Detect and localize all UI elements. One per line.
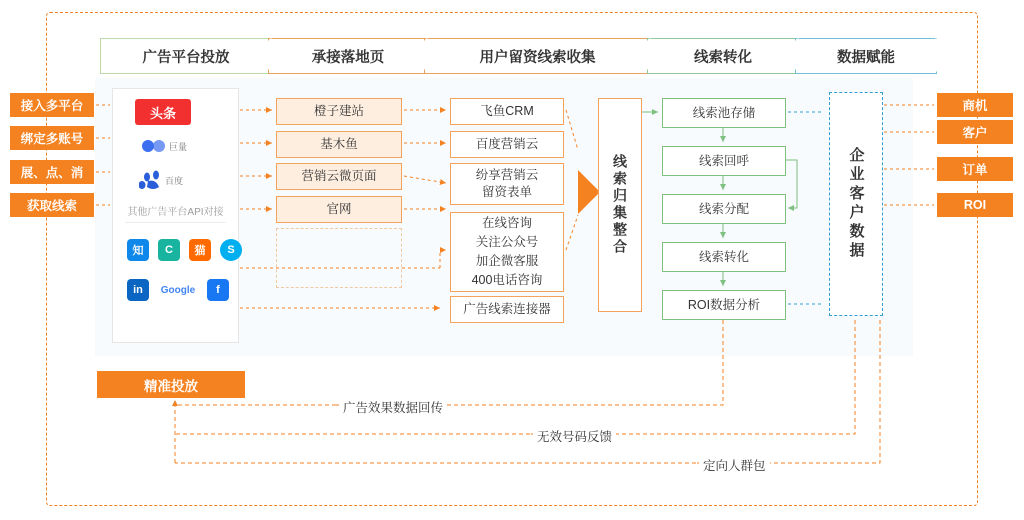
collection-3-line-2: 加企微客服 (475, 254, 539, 268)
collection-3-line-3: 400电话咨询 (471, 272, 543, 287)
svg-text:百度: 百度 (165, 176, 184, 186)
linkedin-icon: in (127, 279, 149, 301)
api-note: 其他广告平台API对接 (127, 207, 224, 218)
feedback-label-1: 无效号码反馈 (533, 427, 616, 445)
stage-4-label: 线索转化 (694, 49, 752, 66)
right-tag-2: 订单 (937, 157, 1013, 181)
stage-1-label: 广告平台投放 (142, 49, 230, 66)
stage-2-label: 承接落地页 (311, 49, 385, 66)
skype-icon: S (220, 239, 242, 261)
feedback-label-2: 定向人群包 (699, 456, 770, 474)
collection-3-line-1: 关注公众号 (475, 235, 539, 250)
ad-platform-logo-box (112, 88, 239, 343)
magic-logo-glyph (139, 135, 195, 157)
landing-page-0[interactable]: 橙子建站 (276, 98, 402, 125)
stage-1[interactable] (100, 38, 272, 74)
social-icon-row-1 (127, 239, 242, 261)
collection-3[interactable] (450, 212, 564, 292)
collection-3-line-0: 在线咨询 (481, 216, 532, 231)
left-tag-1: 绑定多账号 (10, 126, 94, 150)
stage-2[interactable] (268, 38, 428, 74)
conversion-0[interactable]: 线索池存储 (662, 98, 786, 128)
zhihu-icon: 知 (127, 239, 149, 261)
stage-5-label: 数据赋能 (837, 49, 895, 66)
collection-4[interactable]: 广告线索连接器 (450, 296, 564, 323)
facebook-icon: f (207, 279, 229, 301)
stage-3[interactable] (424, 38, 651, 74)
landing-page-3[interactable]: 官网 (276, 196, 402, 223)
right-tag-0: 商机 (937, 93, 1013, 117)
collection-2[interactable] (450, 163, 564, 205)
conversion-3[interactable]: 线索转化 (662, 242, 786, 272)
feedback-label-0: 广告效果数据回传 (339, 398, 447, 416)
google-icon: Google (158, 279, 198, 301)
logo-divider (125, 222, 226, 223)
landing-page-placeholder (276, 228, 402, 288)
stage-3-label: 用户留资线索收集 (479, 49, 596, 66)
left-tag-3: 获取线索 (10, 193, 94, 217)
baidu-logo (139, 167, 235, 193)
stage-5[interactable] (795, 38, 937, 74)
collection-1[interactable]: 百度营销云 (450, 131, 564, 158)
conversion-1[interactable]: 线索回呼 (662, 146, 786, 176)
c-icon: C (158, 239, 180, 261)
baidu-logo-glyph (139, 169, 195, 191)
customer-data-box: 企业客户数据 (829, 92, 883, 316)
collection-2-line-0: 纷享营销云 (475, 168, 539, 183)
conversion-2[interactable]: 线索分配 (662, 194, 786, 224)
aggregation-arrow-icon (578, 170, 600, 214)
landing-page-2[interactable]: 营销云微页面 (276, 163, 402, 190)
collection-0[interactable]: 飞鱼CRM (450, 98, 564, 125)
svg-text:巨量: 巨量 (169, 142, 188, 152)
social-icon-row-2 (127, 279, 229, 301)
right-tag-1: 客户 (937, 120, 1013, 144)
left-tag-2: 展、点、消 (10, 160, 94, 184)
precise-delivery-button[interactable]: 精准投放 (97, 371, 245, 398)
conversion-4[interactable]: ROI数据分析 (662, 290, 786, 320)
toutiao-logo: 头条 (135, 99, 191, 125)
lead-aggregation-box: 线索归集整合 (598, 98, 642, 312)
collection-2-line-1: 留资表单 (481, 185, 532, 199)
right-tag-3: ROI (937, 193, 1013, 217)
magic-logo (139, 133, 235, 159)
stage-4[interactable] (647, 38, 799, 74)
tmall-icon: 猫 (189, 239, 211, 261)
landing-page-1[interactable]: 基木鱼 (276, 131, 402, 158)
left-tag-0: 接入多平台 (10, 93, 94, 117)
